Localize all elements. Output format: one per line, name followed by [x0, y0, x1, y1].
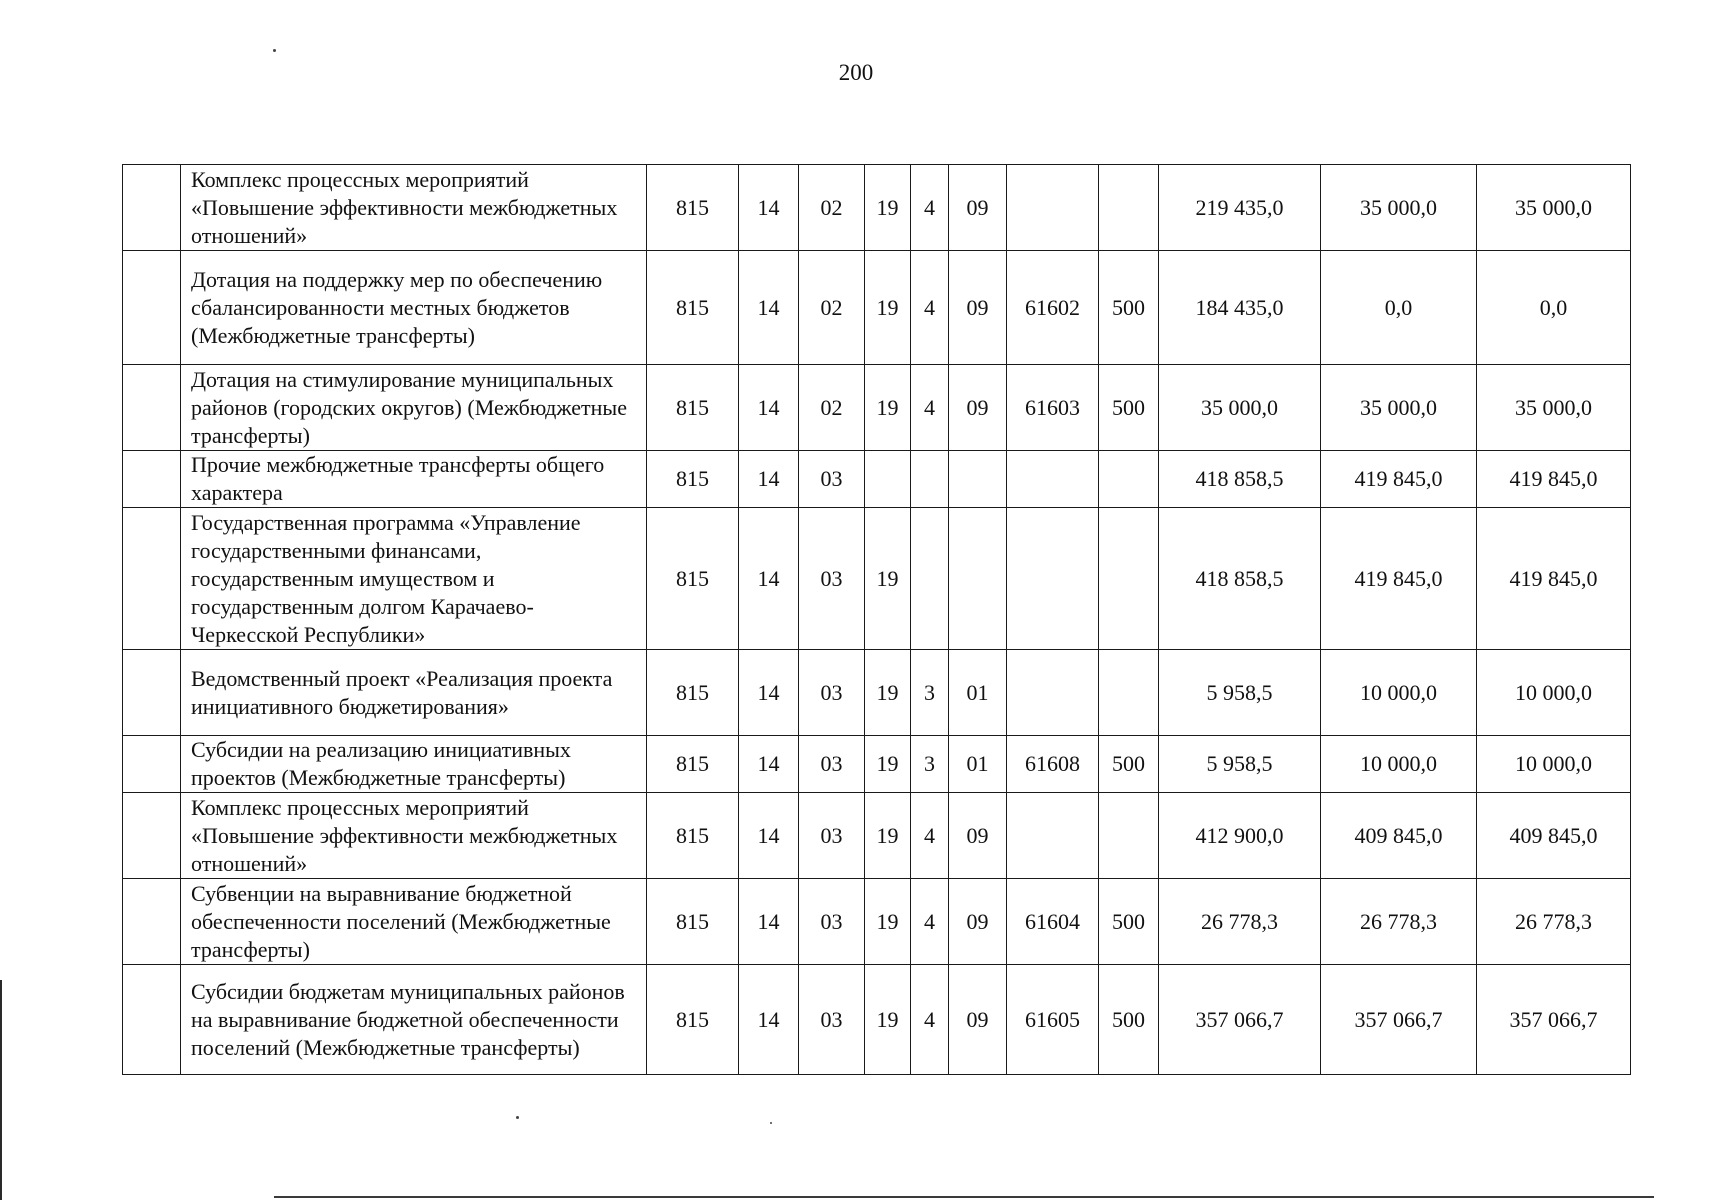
- ministry-code-cell: 815: [647, 165, 739, 251]
- expense-type-cell: [1099, 508, 1159, 650]
- structure-cell: 09: [949, 365, 1007, 451]
- subsection-cell: 02: [799, 251, 865, 365]
- structure-cell: 09: [949, 793, 1007, 879]
- amount-year1-cell: 35 000,0: [1159, 365, 1321, 451]
- table-row: [123, 965, 1631, 1075]
- item-name-cell: Субсидии на реализацию инициативных проектов (Межбюджетные трансферты): [181, 736, 647, 793]
- amount-year1-cell: 184 435,0: [1159, 251, 1321, 365]
- table-row: [123, 365, 1631, 451]
- subsection-cell: 03: [799, 965, 865, 1075]
- subsection-cell: 03: [799, 736, 865, 793]
- section-cell: 14: [739, 365, 799, 451]
- section-cell: 14: [739, 650, 799, 736]
- budget-table: [122, 164, 1631, 1075]
- ministry-code-cell: 815: [647, 508, 739, 650]
- row-number-cell: [123, 165, 181, 251]
- item-name-cell: Комплекс процессных мероприятий «Повышение эффективности межбюджетных отношений»: [181, 165, 647, 251]
- structure-cell: 09: [949, 879, 1007, 965]
- item-name-cell: Субвенции на выравнивание бюджетной обеспеченности поселений (Межбюджетные трансферты): [181, 879, 647, 965]
- amount-year3-cell: 10 000,0: [1477, 650, 1631, 736]
- amount-year2-cell: 26 778,3: [1321, 879, 1477, 965]
- program-cell: [865, 451, 911, 508]
- section-cell: 14: [739, 508, 799, 650]
- expense-type-cell: [1099, 650, 1159, 736]
- expense-type-cell: 500: [1099, 365, 1159, 451]
- item-name-cell: Дотация на стимулирование муниципальных районов (городских округов) (Межбюджетные трансферты): [181, 365, 647, 451]
- row-number-cell: [123, 508, 181, 650]
- amount-year1-cell: 5 958,5: [1159, 736, 1321, 793]
- program-cell: 19: [865, 165, 911, 251]
- section-cell: 14: [739, 793, 799, 879]
- amount-year2-cell: 35 000,0: [1321, 365, 1477, 451]
- expense-direction-cell: [1007, 165, 1099, 251]
- amount-year1-cell: 26 778,3: [1159, 879, 1321, 965]
- ministry-code-cell: 815: [647, 879, 739, 965]
- program-cell: 19: [865, 965, 911, 1075]
- table-row: [123, 508, 1631, 650]
- ministry-code-cell: 815: [647, 451, 739, 508]
- section-cell: 14: [739, 965, 799, 1075]
- subsection-cell: 03: [799, 793, 865, 879]
- amount-year2-cell: 10 000,0: [1321, 650, 1477, 736]
- row-number-cell: [123, 251, 181, 365]
- structure-cell: 09: [949, 251, 1007, 365]
- direction-cell: 3: [911, 650, 949, 736]
- amount-year2-cell: 409 845,0: [1321, 793, 1477, 879]
- table-row: [123, 879, 1631, 965]
- expense-direction-cell: 61604: [1007, 879, 1099, 965]
- amount-year3-cell: 26 778,3: [1477, 879, 1631, 965]
- row-number-cell: [123, 879, 181, 965]
- amount-year2-cell: 35 000,0: [1321, 165, 1477, 251]
- structure-cell: [949, 451, 1007, 508]
- section-cell: 14: [739, 451, 799, 508]
- expense-direction-cell: 61608: [1007, 736, 1099, 793]
- section-cell: 14: [739, 251, 799, 365]
- ministry-code-cell: 815: [647, 650, 739, 736]
- subsection-cell: 03: [799, 451, 865, 508]
- ministry-code-cell: 815: [647, 965, 739, 1075]
- amount-year3-cell: 35 000,0: [1477, 165, 1631, 251]
- expense-direction-cell: [1007, 793, 1099, 879]
- ministry-code-cell: 815: [647, 365, 739, 451]
- program-cell: 19: [865, 879, 911, 965]
- structure-cell: [949, 508, 1007, 650]
- program-cell: 19: [865, 508, 911, 650]
- direction-cell: 4: [911, 165, 949, 251]
- amount-year2-cell: 0,0: [1321, 251, 1477, 365]
- expense-type-cell: 500: [1099, 251, 1159, 365]
- structure-cell: 01: [949, 736, 1007, 793]
- subsection-cell: 02: [799, 365, 865, 451]
- subsection-cell: 03: [799, 650, 865, 736]
- program-cell: 19: [865, 650, 911, 736]
- program-cell: 19: [865, 365, 911, 451]
- subsection-cell: 02: [799, 165, 865, 251]
- expense-direction-cell: [1007, 650, 1099, 736]
- row-number-cell: [123, 451, 181, 508]
- amount-year2-cell: 10 000,0: [1321, 736, 1477, 793]
- direction-cell: 4: [911, 879, 949, 965]
- table-row: [123, 736, 1631, 793]
- scan-speck: [770, 1122, 772, 1124]
- section-cell: 14: [739, 736, 799, 793]
- expense-direction-cell: 61602: [1007, 251, 1099, 365]
- table-row: [123, 251, 1631, 365]
- amount-year1-cell: 5 958,5: [1159, 650, 1321, 736]
- direction-cell: [911, 508, 949, 650]
- row-number-cell: [123, 793, 181, 879]
- row-number-cell: [123, 965, 181, 1075]
- expense-type-cell: [1099, 793, 1159, 879]
- item-name-cell: Субсидии бюджетам муниципальных районов на выравнивание бюджетной обеспеченности поселений (Межбюджетные трансферты): [181, 965, 647, 1075]
- amount-year1-cell: 357 066,7: [1159, 965, 1321, 1075]
- expense-type-cell: 500: [1099, 965, 1159, 1075]
- structure-cell: 09: [949, 165, 1007, 251]
- amount-year3-cell: 0,0: [1477, 251, 1631, 365]
- expense-type-cell: [1099, 165, 1159, 251]
- scan-speck: [516, 1116, 519, 1119]
- item-name-cell: Комплекс процессных мероприятий «Повышение эффективности межбюджетных отношений»: [181, 793, 647, 879]
- item-name-cell: Прочие межбюджетные трансферты общего характера: [181, 451, 647, 508]
- page-number: 200: [838, 60, 874, 85]
- amount-year1-cell: 418 858,5: [1159, 508, 1321, 650]
- amount-year3-cell: 10 000,0: [1477, 736, 1631, 793]
- expense-type-cell: [1099, 451, 1159, 508]
- table-row: [123, 451, 1631, 508]
- row-number-cell: [123, 736, 181, 793]
- ministry-code-cell: 815: [647, 793, 739, 879]
- program-cell: 19: [865, 251, 911, 365]
- item-name-cell: Ведомственный проект «Реализация проекта инициативного бюджетирования»: [181, 650, 647, 736]
- amount-year2-cell: 419 845,0: [1321, 451, 1477, 508]
- expense-direction-cell: 61603: [1007, 365, 1099, 451]
- program-cell: 19: [865, 736, 911, 793]
- amount-year1-cell: 412 900,0: [1159, 793, 1321, 879]
- amount-year3-cell: 419 845,0: [1477, 451, 1631, 508]
- item-name-cell: Государственная программа «Управление государственными финансами, государственным имуществом и государственным долгом Карачаево-Черкесской Республики»: [181, 508, 647, 650]
- subsection-cell: 03: [799, 508, 865, 650]
- direction-cell: 4: [911, 251, 949, 365]
- section-cell: 14: [739, 879, 799, 965]
- amount-year1-cell: 219 435,0: [1159, 165, 1321, 251]
- scan-bottom-line: [274, 1196, 1654, 1198]
- subsection-cell: 03: [799, 879, 865, 965]
- amount-year3-cell: 409 845,0: [1477, 793, 1631, 879]
- direction-cell: 4: [911, 793, 949, 879]
- row-number-cell: [123, 365, 181, 451]
- table-body: [123, 165, 1631, 1075]
- item-name-cell: Дотация на поддержку мер по обеспечению сбалансированности местных бюджетов (Межбюджетные трансферты): [181, 251, 647, 365]
- direction-cell: 4: [911, 965, 949, 1075]
- amount-year2-cell: 419 845,0: [1321, 508, 1477, 650]
- table-row: [123, 650, 1631, 736]
- amount-year3-cell: 419 845,0: [1477, 508, 1631, 650]
- ministry-code-cell: 815: [647, 251, 739, 365]
- ministry-code-cell: 815: [647, 736, 739, 793]
- amount-year3-cell: 35 000,0: [1477, 365, 1631, 451]
- direction-cell: 4: [911, 365, 949, 451]
- table-row: [123, 165, 1631, 251]
- expense-direction-cell: [1007, 451, 1099, 508]
- amount-year2-cell: 357 066,7: [1321, 965, 1477, 1075]
- expense-direction-cell: 61605: [1007, 965, 1099, 1075]
- program-cell: 19: [865, 793, 911, 879]
- table-row: [123, 793, 1631, 879]
- expense-type-cell: 500: [1099, 879, 1159, 965]
- direction-cell: [911, 451, 949, 508]
- structure-cell: 09: [949, 965, 1007, 1075]
- amount-year1-cell: 418 858,5: [1159, 451, 1321, 508]
- amount-year3-cell: 357 066,7: [1477, 965, 1631, 1075]
- direction-cell: 3: [911, 736, 949, 793]
- expense-type-cell: 500: [1099, 736, 1159, 793]
- expense-direction-cell: [1007, 508, 1099, 650]
- scan-edge-line: [0, 980, 2, 1200]
- structure-cell: 01: [949, 650, 1007, 736]
- scan-speck: [273, 49, 276, 52]
- row-number-cell: [123, 650, 181, 736]
- section-cell: 14: [739, 165, 799, 251]
